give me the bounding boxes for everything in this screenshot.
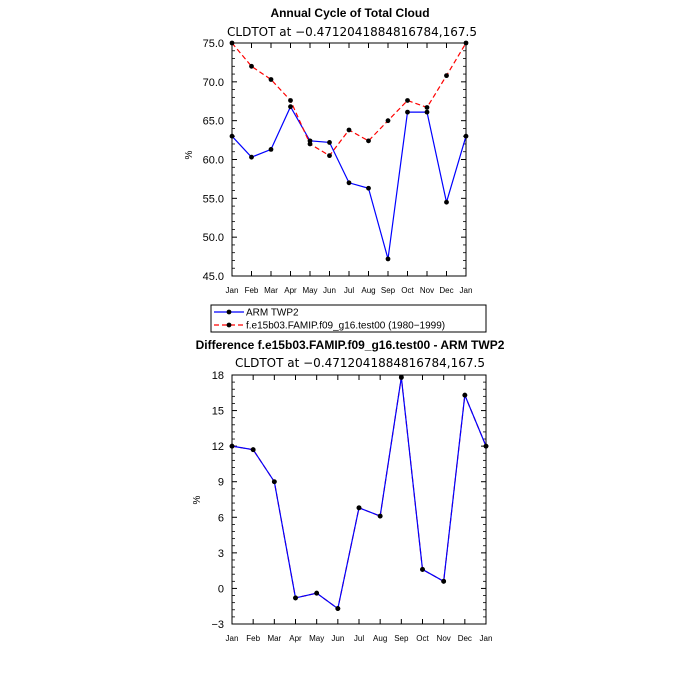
bottom-chart-ticks	[211, 370, 492, 643]
top-series-0-point	[405, 110, 410, 115]
top-series-1-point	[444, 73, 449, 78]
top-series-1-point	[327, 153, 332, 158]
bottom-xtick-label: Jul	[353, 634, 365, 643]
bottom-series-line-0	[232, 377, 486, 608]
top-ytick-label: 50.0	[202, 232, 224, 245]
top-xtick-label: May	[302, 286, 318, 295]
legend-label-arm-twp2: ARM TWP2	[246, 307, 299, 319]
top-xtick-label: Apr	[284, 286, 297, 295]
top-series-1-point	[308, 142, 313, 147]
top-series-1-point	[405, 98, 410, 103]
bottom-series-1-point	[314, 591, 319, 596]
top-series-1-point	[386, 118, 391, 123]
top-xtick-label: Jan	[459, 286, 473, 295]
legend-marker-model	[227, 323, 232, 328]
bottom-ytick-label: 18	[211, 370, 224, 382]
top-chart-title: Annual Cycle of Total Cloud	[270, 6, 430, 20]
bottom-xtick-label: Apr	[289, 634, 302, 643]
bottom-ytick-label: 6	[217, 512, 224, 525]
bottom-series-1-point	[420, 567, 425, 572]
legend-marker-arm-twp2	[227, 310, 232, 315]
top-ytick-label: 60.0	[202, 154, 224, 167]
top-ytick-label: 65.0	[202, 115, 224, 128]
top-series-0-point	[327, 140, 332, 145]
bottom-xtick-label: Sep	[394, 634, 409, 643]
bottom-xtick-label: Feb	[246, 634, 261, 643]
bottom-xtick-label: Aug	[373, 634, 388, 643]
top-series-0-point	[269, 147, 274, 152]
bottom-xtick-label: Dec	[457, 634, 472, 643]
bottom-series-1-point	[399, 375, 404, 380]
bottom-series-line-1	[232, 377, 486, 608]
top-xtick-label: Jul	[343, 286, 355, 295]
top-series-1-point	[230, 41, 235, 46]
bottom-chart-title: Difference f.e15b03.FAMIP.f09_g16.test00 - ARM TWP2	[195, 338, 505, 352]
bottom-chart	[192, 338, 505, 643]
top-ytick-label: 55.0	[202, 193, 224, 206]
top-xtick-label: Mar	[264, 286, 278, 295]
legend	[211, 305, 486, 332]
bottom-series-1-point	[484, 444, 489, 449]
bottom-series-1-point	[272, 479, 277, 484]
top-chart-series	[230, 41, 469, 262]
top-series-1-point	[288, 98, 293, 103]
top-series-0-point	[366, 186, 371, 191]
top-series-1-point	[366, 138, 371, 143]
bottom-series-1-point	[335, 606, 340, 611]
top-xtick-label: Nov	[419, 286, 435, 295]
bottom-series-1-point	[251, 447, 256, 452]
bottom-ytick-label: 12	[211, 441, 224, 454]
top-ytick-label: 70.0	[202, 76, 224, 89]
top-series-0-point	[230, 134, 235, 139]
top-chart-ticks	[203, 38, 473, 295]
top-ytick-label: 75.0	[202, 38, 224, 50]
bottom-chart-ylabel: %	[192, 495, 203, 505]
top-xtick-label: Aug	[361, 286, 376, 295]
bottom-xtick-label: Oct	[416, 634, 429, 643]
top-series-0-point	[464, 134, 469, 139]
top-series-1-point	[269, 77, 274, 82]
bottom-series-1-point	[230, 444, 235, 449]
bottom-xtick-label: Mar	[267, 634, 282, 643]
bottom-chart-subtitle: CLDTOT at −0.4712041884816784,167.5	[235, 356, 485, 370]
top-xtick-label: Sep	[380, 286, 396, 295]
top-ytick-label: 45.0	[202, 271, 224, 283]
top-series-0-point	[444, 200, 449, 205]
bottom-ytick-label: 3	[217, 547, 224, 560]
top-series-0-point	[249, 155, 254, 160]
bottom-xtick-label: May	[309, 634, 325, 643]
top-chart-subtitle: CLDTOT at −0.4712041884816784,167.5	[227, 25, 477, 39]
bottom-xtick-label: Jan	[225, 634, 239, 643]
top-series-1-point	[464, 41, 469, 46]
top-series-0-point	[347, 180, 352, 185]
top-series-0-point	[386, 257, 391, 262]
top-series-0-point	[288, 104, 293, 109]
top-chart-frame	[232, 43, 466, 276]
bottom-series-1-point	[441, 579, 446, 584]
top-series-line-1	[232, 43, 466, 156]
bottom-series-1-point	[462, 393, 467, 398]
bottom-xtick-label: Nov	[436, 634, 451, 643]
legend-entry-model	[214, 321, 445, 332]
bottom-ytick-label: 9	[217, 476, 224, 489]
top-xtick-label: Dec	[439, 286, 454, 295]
bottom-ytick-label: 0	[217, 583, 224, 596]
bottom-series-1-point	[357, 505, 362, 510]
bottom-chart-series	[230, 375, 489, 611]
legend-label-model: f.e15b03.FAMIP.f09_g16.test00 (1980−1999)	[246, 320, 446, 332]
top-series-1-point	[249, 64, 254, 69]
top-series-1-point	[347, 128, 352, 133]
bottom-xtick-label: Jun	[331, 634, 345, 643]
bottom-ytick-label: −3	[211, 619, 224, 631]
bottom-chart-frame	[232, 375, 486, 624]
top-xtick-label: Feb	[244, 286, 259, 295]
top-series-1-point	[425, 105, 430, 110]
top-xtick-label: Jan	[225, 286, 239, 295]
bottom-ytick-label: 15	[211, 405, 224, 418]
top-xtick-label: Jun	[323, 286, 336, 295]
bottom-xtick-label: Jan	[479, 634, 493, 643]
top-series-0-point	[425, 110, 430, 115]
top-chart-ylabel: %	[184, 150, 195, 160]
bottom-series-1-point	[293, 596, 298, 601]
top-chart	[184, 6, 477, 295]
bottom-series-1-point	[378, 514, 383, 519]
top-xtick-label: Oct	[401, 286, 414, 295]
